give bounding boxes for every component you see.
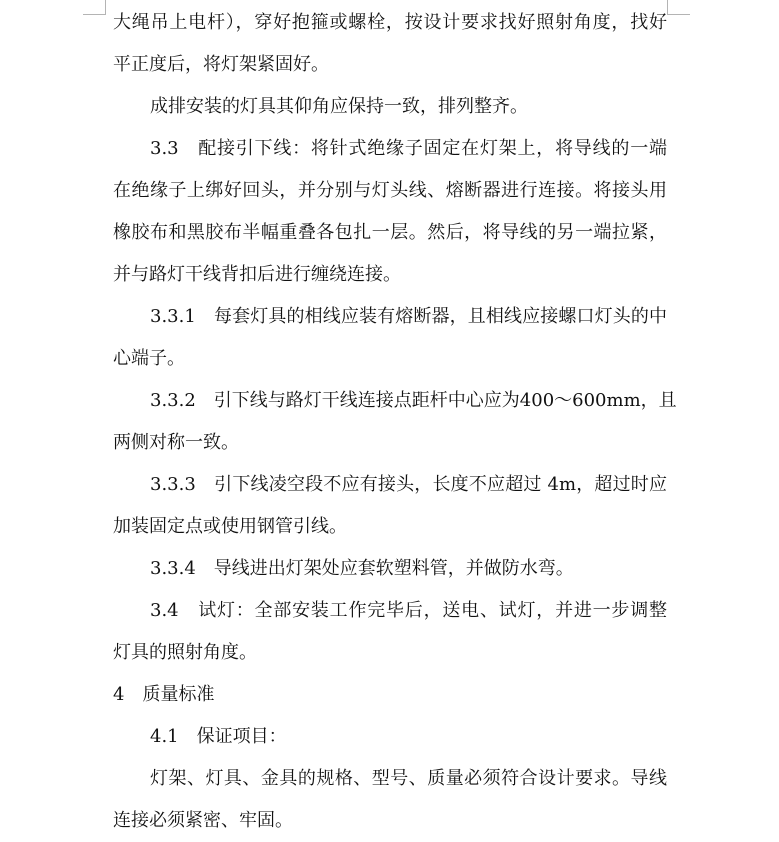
- page-corner-mark-right: [667, 0, 690, 15]
- paragraph-line: 在绝缘子上绑好回头，并分别与灯头线、熔断器进行连接。将接头用: [113, 180, 667, 201]
- paragraph-line: 并与路灯干线背扣后进行缠绕连接。: [113, 264, 401, 285]
- section-heading-3-3-2: 3.3.2 引下线与路灯干线连接点距杆中心应为400～600mm，且: [150, 390, 677, 411]
- section-heading-3-3-3: 3.3.3 引下线凌空段不应有接头，长度不应超过 4m，超过时应: [150, 474, 667, 495]
- paragraph-line: 灯架、灯具、金具的规格、型号、质量必须符合设计要求。导线: [150, 768, 667, 789]
- section-heading-3-4: 3.4 试灯：全部安装工作完毕后，送电、试灯，并进一步调整: [150, 600, 667, 621]
- paragraph-line: 灯具的照射角度。: [113, 642, 257, 663]
- paragraph-line: 橡胶布和黑胶布半幅重叠各包扎一层。然后，将导线的另一端拉紧，: [113, 222, 667, 243]
- paragraph-line: 成排安装的灯具其仰角应保持一致，排列整齐。: [150, 96, 528, 117]
- section-heading-3-3: 3.3 配接引下线：将针式绝缘子固定在灯架上，将导线的一端: [150, 138, 667, 159]
- paragraph-line: 平正度后，将灯架紧固好。: [113, 54, 329, 75]
- section-heading-3-3-1: 3.3.1 每套灯具的相线应装有熔断器，且相线应接螺口灯头的中: [150, 306, 667, 327]
- paragraph-line: 连接必须紧密、牢固。: [113, 810, 293, 831]
- page-corner-mark-left: [83, 0, 106, 15]
- paragraph-line: 两侧对称一致。: [113, 432, 239, 453]
- paragraph-line: 大绳吊上电杆），穿好抱箍或螺栓，按设计要求找好照射角度，找好: [113, 12, 667, 33]
- section-heading-4-1: 4.1 保证项目：: [150, 726, 287, 747]
- section-heading-4: 4 质量标准: [113, 684, 215, 705]
- paragraph-line: 加装固定点或使用钢管引线。: [113, 516, 347, 537]
- section-heading-3-3-4: 3.3.4 导线进出灯架处应套软塑料管，并做防水弯。: [150, 558, 574, 579]
- paragraph-line: 心端子。: [113, 348, 185, 369]
